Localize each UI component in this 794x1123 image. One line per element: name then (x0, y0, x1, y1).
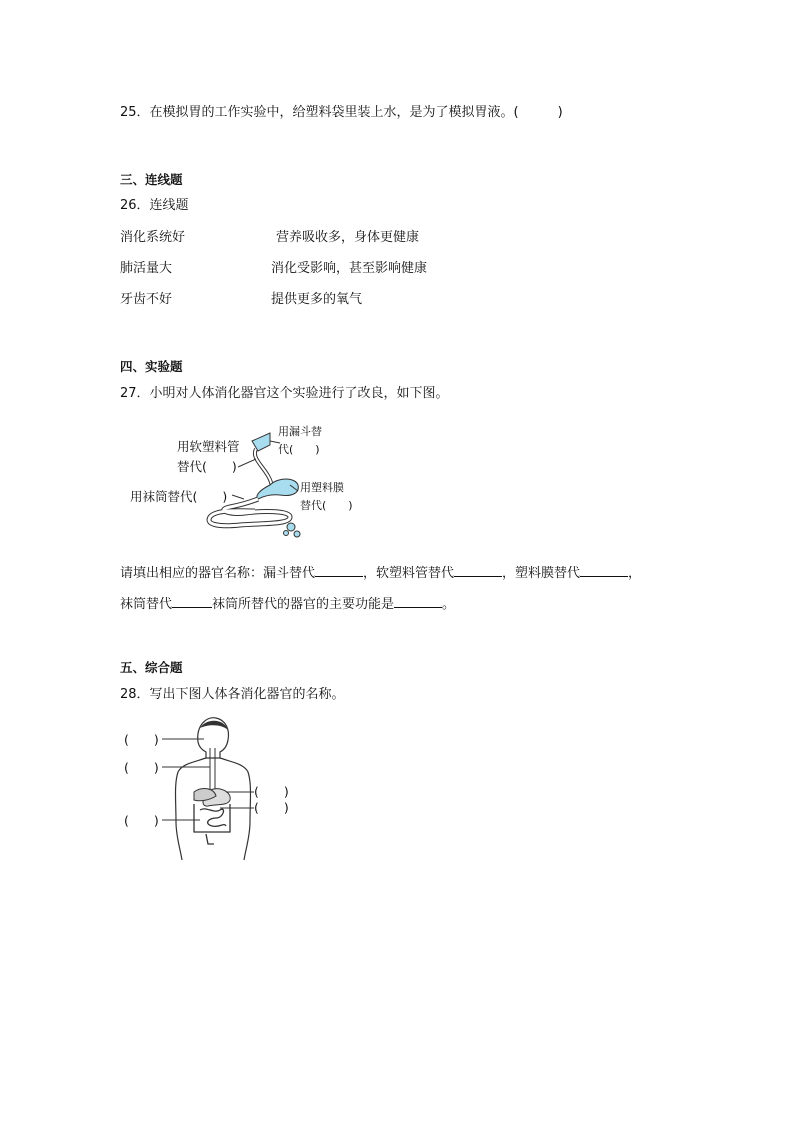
label-plastic-film-blank: 替代( ) (300, 499, 353, 512)
label-sock: 用袜筒替代( ) (130, 489, 228, 504)
match-left-item: 消化系统好 (120, 230, 186, 245)
answer-bracket[interactable]: ( ) (124, 760, 159, 775)
label-funnel: 用漏斗替 (278, 425, 322, 438)
answer-blank-sock[interactable] (172, 596, 212, 608)
section-title-comprehensive: 五、综合题 (120, 660, 183, 675)
section-title-matching: 三、连线题 (120, 172, 183, 187)
answer-bracket[interactable]: ( ) (254, 784, 289, 799)
question-26-title: 26．连线题 (120, 198, 189, 213)
answer-blank-plastic-film[interactable] (580, 565, 628, 577)
question-28-title: 28．写出下图人体各消化器官的名称。 (120, 687, 345, 702)
answer-bracket[interactable]: ( ) (124, 813, 159, 828)
label-soft-tube-blank: 替代( ) (177, 459, 237, 474)
answer-blank-funnel[interactable] (315, 565, 363, 577)
label-soft-tube: 用软塑料管 (177, 439, 240, 454)
torso-outline (176, 758, 251, 860)
label-funnel-blank: 代( ) (278, 443, 320, 456)
question-27-fill-line-1: 请填出相应的器官名称：漏斗替代 ，软塑料管替代 ，塑料膜替代 ， (120, 566, 642, 581)
match-right-item: 提供更多的氧气 (271, 292, 363, 307)
match-right-item: 消化受影响，甚至影响健康 (271, 261, 428, 276)
match-left-item: 牙齿不好 (120, 292, 173, 307)
match-right-item: 营养吸收多，身体更健康 (276, 230, 420, 245)
match-left-item: 肺活量大 (120, 261, 173, 276)
label-plastic-film: 用塑料膜 (300, 481, 344, 494)
question-25: 25．在模拟胃的工作实验中，给塑料袋里装上水，是为了模拟胃液。( ) (120, 105, 563, 120)
plastic-film-shape (257, 479, 298, 499)
answer-blank-soft-tube[interactable] (454, 565, 502, 577)
answer-blank-function[interactable] (394, 596, 442, 608)
human-digestive-system-diagram (120, 712, 310, 862)
section-title-experiment: 四、实验题 (120, 359, 183, 374)
question-27-title: 27．小明对人体消化器官这个实验进行了改良，如下图。 (120, 386, 449, 401)
digestive-model-diagram (120, 415, 370, 545)
answer-bracket[interactable]: ( ) (124, 732, 159, 747)
answer-bracket[interactable]: ( ) (254, 800, 289, 815)
question-27-fill-line-2: 袜筒替代 袜筒所替代的器官的主要功能是 。 (120, 597, 456, 612)
